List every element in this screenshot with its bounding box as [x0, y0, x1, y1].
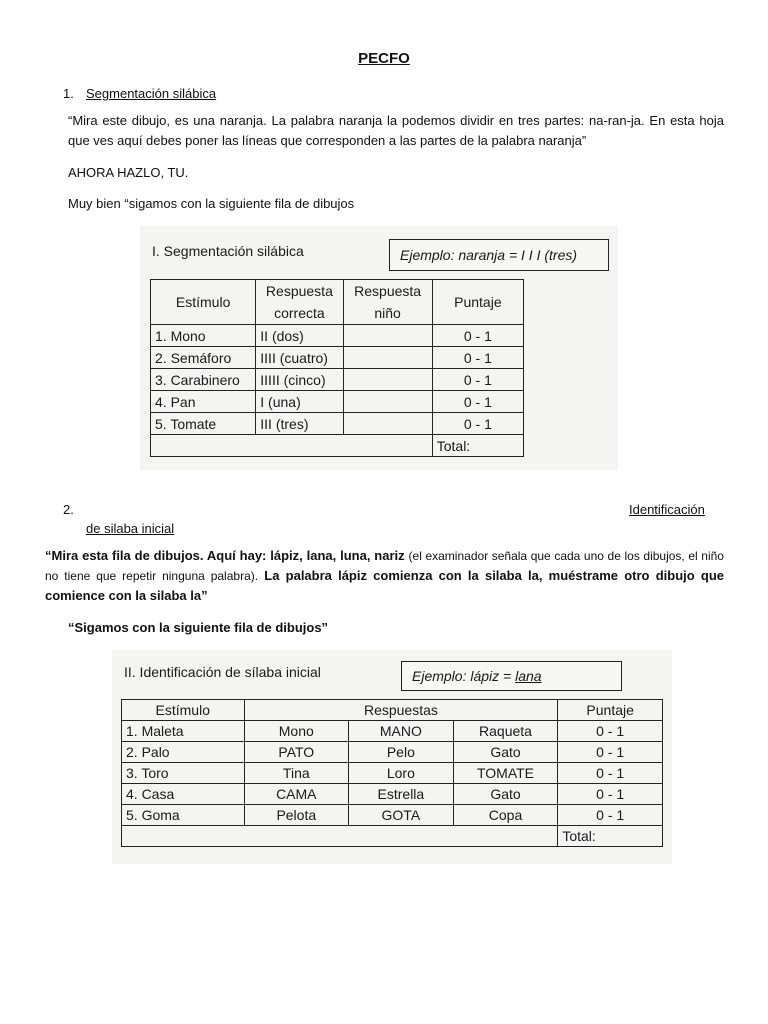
score-cell: 0 - 1: [558, 763, 663, 784]
table-row: [151, 347, 524, 369]
option-cell: TOMATE: [453, 763, 558, 784]
section-2-examiner-note: (el examinador señala que cada uno de los dibujos, el niño no tiene que repetir ninguna palabra).: [45, 549, 724, 583]
child-answer-cell: [343, 325, 432, 347]
section-1-continue: Muy bien “sigamos con la siguiente fila de dibujos: [68, 196, 355, 211]
section-2-title-part2: de silaba inicial: [86, 521, 175, 536]
table-header: Puntaje: [558, 700, 663, 721]
section-1-number: 1.: [63, 86, 74, 101]
total-row: [151, 435, 524, 457]
section-2-title-part1: Identificación: [629, 502, 705, 517]
option-cell: MANO: [349, 721, 454, 742]
section-2-continue: “Sigamos con la siguiente fila de dibujos”: [68, 620, 329, 635]
table-2-example-answer: lana: [515, 668, 542, 684]
child-answer-cell: [343, 369, 432, 391]
stimulus-cell: 3. Carabinero: [151, 369, 256, 391]
answer-cell: IIII (cuatro): [256, 347, 343, 369]
table-header: Respuesta niño: [343, 280, 432, 325]
stimulus-cell: 5. Tomate: [151, 413, 256, 435]
stimulus-cell: 1. Maleta: [122, 721, 245, 742]
option-cell: Loro: [349, 763, 454, 784]
option-cell: Gato: [453, 784, 558, 805]
section-1-paragraph: “Mira este dibujo, es una naranja. La palabra naranja la podemos dividir en tres partes: na-ran-ja. En esta hoja que ves aquí debes poner las líneas que corresponden a las partes de la palabra naranja”: [68, 113, 724, 148]
child-answer-cell: [343, 391, 432, 413]
table-row: [122, 742, 663, 763]
table-1-example: Ejemplo: naranja = I I I (tres): [389, 239, 609, 271]
stimulus-cell: 2. Palo: [122, 742, 245, 763]
table-row: [151, 413, 524, 435]
table-header: Estímulo: [122, 700, 245, 721]
table-row: [122, 763, 663, 784]
table-header: Puntaje: [432, 280, 523, 325]
stimulus-cell: 4. Casa: [122, 784, 245, 805]
table-header: Respuesta correcta: [256, 280, 343, 325]
option-cell: PATO: [244, 742, 349, 763]
score-cell: 0 - 1: [432, 369, 523, 391]
section-2-quote-start: “Mira esta fila de dibujos. Aquí hay: lápiz, lana, luna, nariz: [45, 548, 405, 563]
segmentation-table: [150, 279, 524, 457]
option-cell: Tina: [244, 763, 349, 784]
option-cell: Copa: [453, 805, 558, 826]
stimulus-cell: 2. Semáforo: [151, 347, 256, 369]
option-cell: Gato: [453, 742, 558, 763]
child-answer-cell: [343, 347, 432, 369]
stimulus-cell: 1. Mono: [151, 325, 256, 347]
option-cell: Mono: [244, 721, 349, 742]
option-cell: Pelo: [349, 742, 454, 763]
table-2-example-prefix: Ejemplo: lápiz =: [412, 668, 512, 684]
answer-cell: IIIII (cinco): [256, 369, 343, 391]
segmentation-table-image: [140, 226, 618, 470]
table-row: [151, 391, 524, 413]
answer-cell: I (una): [256, 391, 343, 413]
stimulus-cell: 5. Goma: [122, 805, 245, 826]
stimulus-cell: 3. Toro: [122, 763, 245, 784]
total-spacer: [151, 435, 433, 457]
table-row: [122, 784, 663, 805]
table-row: [122, 721, 663, 742]
total-spacer: [122, 826, 558, 847]
section-2-quote-end: La palabra lápiz comienza con la silaba la, muéstrame otro dibujo que comience con la silaba la”: [45, 568, 724, 603]
document-title: PECFO: [358, 50, 410, 67]
section-2-paragraph: [45, 546, 724, 606]
section-2-number: 2.: [63, 502, 74, 517]
table-2-caption: II. Identificación de sílaba inicial: [124, 664, 321, 680]
total-cell: Total:: [558, 826, 663, 847]
score-cell: 0 - 1: [558, 805, 663, 826]
option-cell: Raqueta: [453, 721, 558, 742]
score-cell: 0 - 1: [432, 347, 523, 369]
total-row: [122, 826, 663, 847]
table-header: Respuestas: [244, 700, 558, 721]
section-1-instruction: AHORA HAZLO, TU.: [68, 165, 189, 180]
score-cell: 0 - 1: [558, 721, 663, 742]
score-cell: 0 - 1: [432, 325, 523, 347]
child-answer-cell: [343, 413, 432, 435]
initial-syllable-table: [121, 699, 663, 847]
answer-cell: II (dos): [256, 325, 343, 347]
answer-cell: III (tres): [256, 413, 343, 435]
table-1-caption: I. Segmentación silábica: [152, 243, 304, 259]
table-header: Estímulo: [151, 280, 256, 325]
total-cell: Total:: [432, 435, 523, 457]
score-cell: 0 - 1: [432, 391, 523, 413]
stimulus-cell: 4. Pan: [151, 391, 256, 413]
score-cell: 0 - 1: [432, 413, 523, 435]
option-cell: CAMA: [244, 784, 349, 805]
option-cell: Estrella: [349, 784, 454, 805]
initial-syllable-table-image: [112, 650, 672, 864]
table-row: [151, 325, 524, 347]
table-row: [151, 369, 524, 391]
score-cell: 0 - 1: [558, 784, 663, 805]
option-cell: GOTA: [349, 805, 454, 826]
score-cell: 0 - 1: [558, 742, 663, 763]
table-2-example: [401, 661, 622, 691]
section-1-title: Segmentación silábica: [86, 86, 217, 101]
table-row: [122, 805, 663, 826]
option-cell: Pelota: [244, 805, 349, 826]
